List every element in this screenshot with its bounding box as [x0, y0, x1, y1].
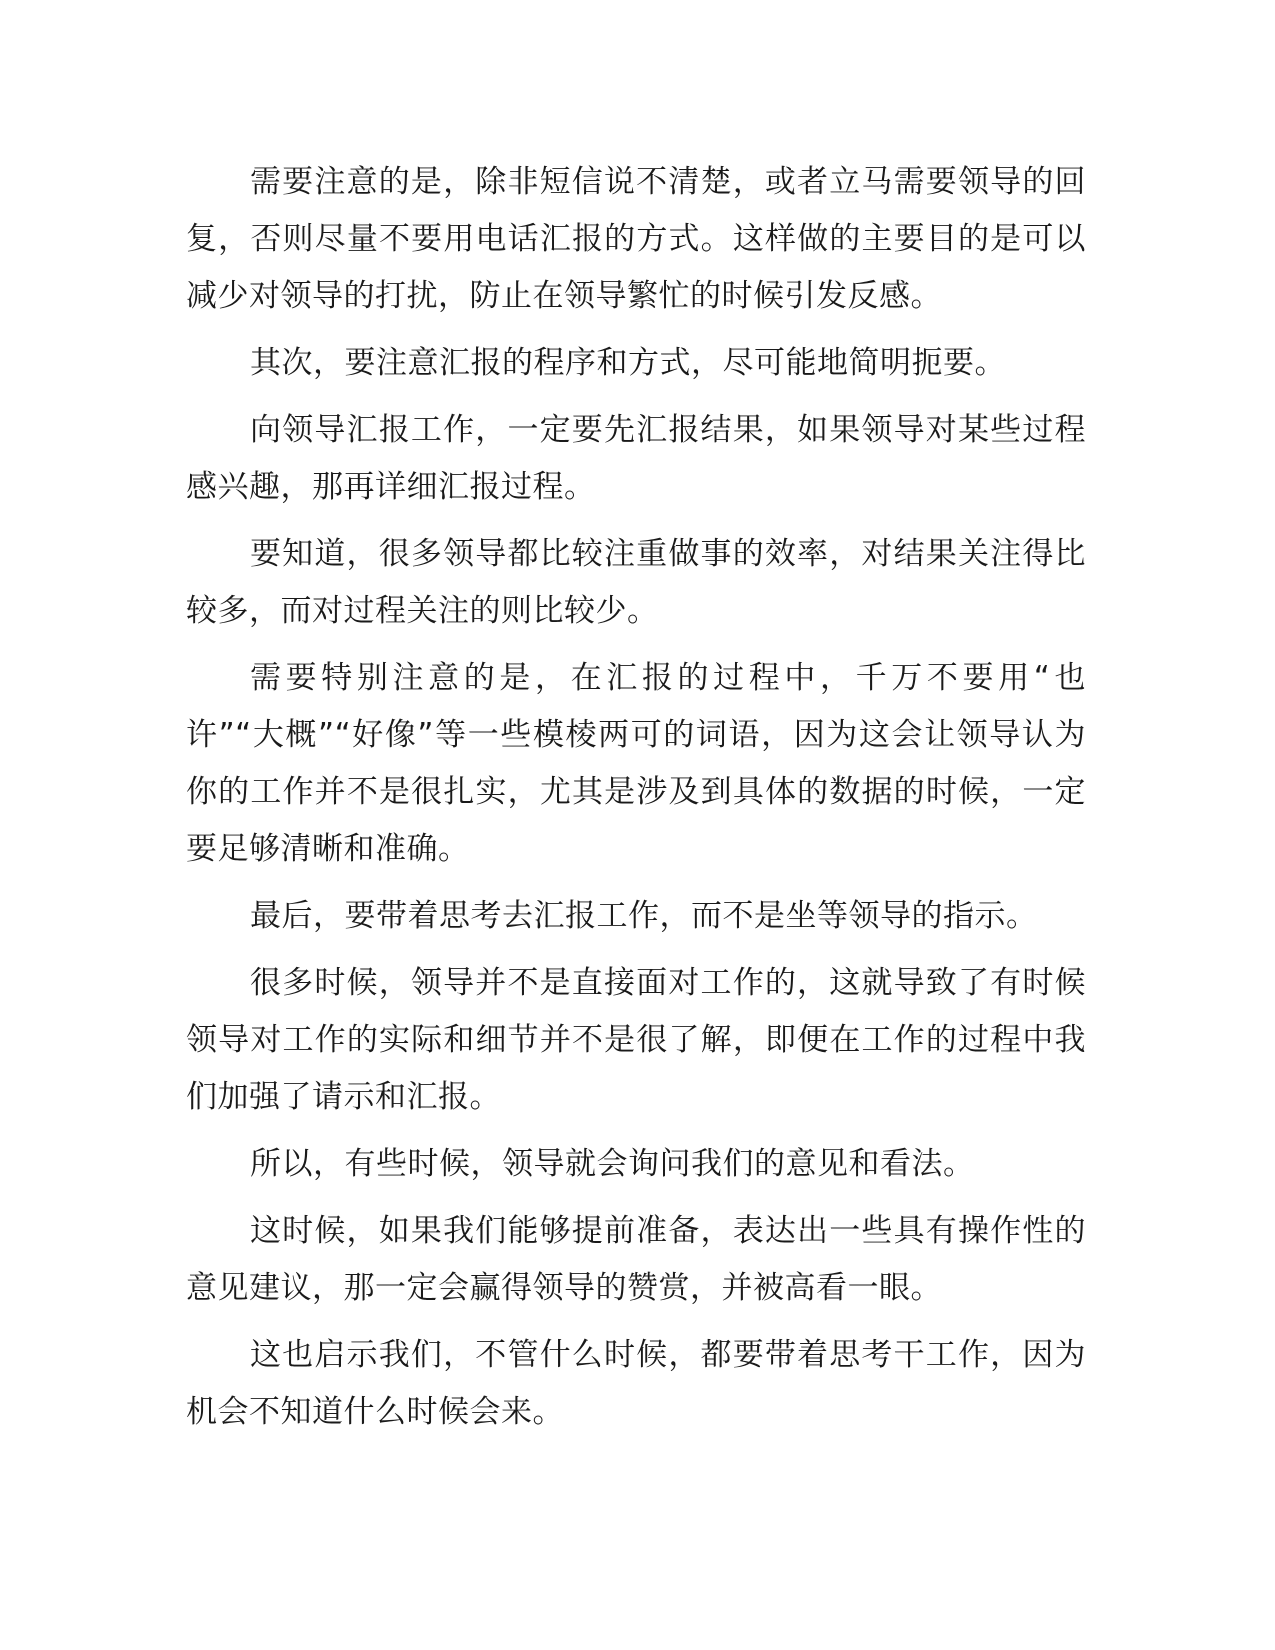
paragraph: 其次，要注意汇报的程序和方式，尽可能地简明扼要。: [250, 345, 1006, 381]
paragraph: 所以，有些时候，领导就会询问我们的意见和看法。: [250, 1146, 975, 1182]
paragraph: 要知道，很多领导都比较注重做事的效率，对结果关注得比较多，而对过程关注的则比较少。: [186, 536, 1086, 629]
paragraph: 最后，要带着思考去汇报工作，而不是坐等领导的指示。: [250, 898, 1038, 934]
paragraph: 需要特别注意的是，在汇报的过程中，千万不要用“也许”“大概”“好像”等一些模棱两可的词语，因为这会让领导认为你的工作并不是很扎实，尤其是涉及到具体的数据的时候，一定要足够清晰和准确。: [186, 660, 1086, 867]
document-body: [186, 154, 1086, 1451]
paragraph: 很多时候，领导并不是直接面对工作的，这就导致了有时候领导对工作的实际和细节并不是很了解，即便在工作的过程中我们加强了请示和汇报。: [186, 965, 1086, 1115]
paragraph: 这时候，如果我们能够提前准备，表达出一些具有操作性的意见建议，那一定会赢得领导的赞赏，并被高看一眼。: [186, 1213, 1086, 1306]
paragraph: 这也启示我们，不管什么时候，都要带着思考干工作，因为机会不知道什么时候会来。: [186, 1337, 1086, 1430]
paragraph: 需要注意的是，除非短信说不清楚，或者立马需要领导的回复，否则尽量不要用电话汇报的方式。这样做的主要目的是可以减少对领导的打扰，防止在领导繁忙的时候引发反感。: [186, 164, 1086, 314]
paragraph: 向领导汇报工作，一定要先汇报结果，如果领导对某些过程感兴趣，那再详细汇报过程。: [186, 412, 1086, 505]
